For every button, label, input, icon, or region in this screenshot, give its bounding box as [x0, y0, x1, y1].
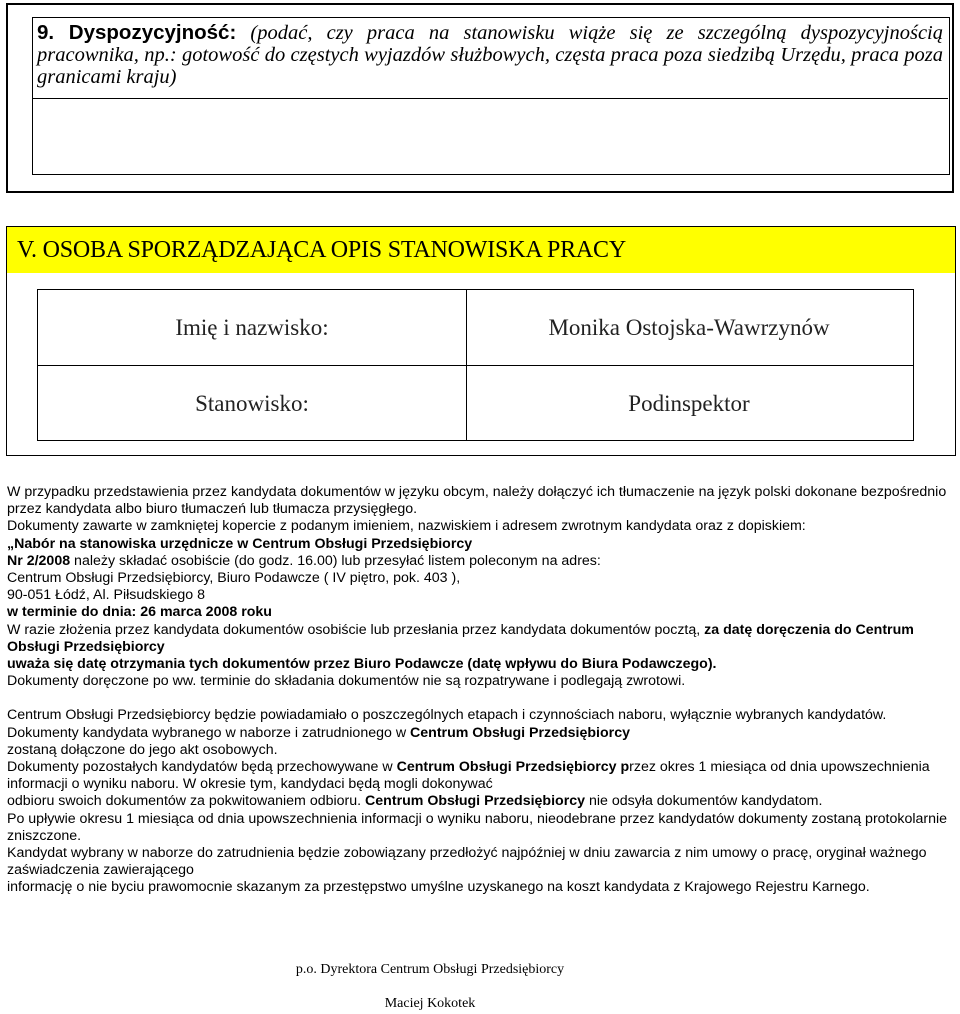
paragraph-annotation: „Nabór na stanowiska urzędnicze w Centrum Obsługi Przedsiębiorcy — [7, 535, 473, 552]
paragraph-delivery-date: W razie złożenia przez kandydata dokumentów osobiście lub przesłania przez kandydata dokumentów pocztą, za datę doręczenia do Centrum Obsługi Przedsiębiorcy — [7, 621, 914, 655]
paragraph-notification: Centrum Obsługi Przedsiębiorcy będzie powiadamiało o poszczególnych etapach i czynnościach naboru, wyłącznie wybranych kandydatów. — [7, 707, 887, 724]
position-value: Podinspektor — [628, 390, 750, 416]
paragraph-storage: Dokumenty pozostałych kandydatów będą przechowywane w Centrum Obsługi Przedsiębiorcy przez okres 1 miesiąca od dnia upowszechnienia informacji o wyniku naboru. W okresie tym, kandydaci będą mogli dokonywać — [7, 759, 930, 793]
section-9-description-italic: (podać, czy praca na stanowisku wiąże się ze szczególną dyspozycyjnością pracownika, np. — [37, 22, 943, 66]
paragraph-pickup: odbioru swoich dokumentów za pokwitowaniem odbioru. Centrum Obsługi Przedsiębiorcy nie odsyła dokumentów kandydatom. — [7, 793, 823, 810]
paragraph-personal-files: zostaną dołączone do jego akt osobowych. — [7, 741, 278, 758]
address-line-2: 90-051 Łódź, Al. Piłsudskiego 8 — [7, 587, 205, 604]
address-line-1: Centrum Obsługi Przedsiębiorcy, Biuro Podawcze ( IV piętro, pok. 403 ), — [7, 570, 461, 587]
paragraph-late-documents: Dokumenty doręczone po ww. terminie do składania dokumentów nie są rozpatrywane i podlegają zwrotowi. — [7, 673, 686, 690]
signature-title: p.o. Dyrektora Centrum Obsługi Przedsiębiorcy — [295, 962, 565, 977]
paragraph-receipt-date: uważa się datę otrzymania tych dokumentów przez Biuro Podawcze (datę wpływu do Biura Podawczego). — [7, 656, 717, 673]
section-9-heading — [37, 22, 943, 88]
paragraph-selected-candidate: Dokumenty kandydata wybranego w naborze i zatrudnionego w Centrum Obsługi Przedsiębiorcy — [7, 724, 630, 741]
section-v-box — [6, 226, 956, 456]
name-value: Monika Ostojska-Wawrzynów — [548, 314, 830, 340]
section-9-box — [6, 3, 954, 193]
author-name-row — [38, 290, 913, 365]
paragraph-destruction: Po upływie okresu 1 miesiąca od dnia upowszechnienia informacji o wyniku naboru, nieodebrane przez kandydatów dokumenty zostaną protokolarnie zniszczone. — [7, 810, 948, 844]
section-9-answer-field[interactable] — [33, 98, 948, 174]
name-label: Imię i nazwisko: — [38, 290, 467, 365]
author-table — [37, 289, 914, 441]
author-position-row — [38, 365, 913, 441]
recruitment-notice — [7, 484, 952, 897]
section-9-title: 9. Dyspozycyjność: — [37, 21, 237, 44]
paragraph-translation: W przypadku przedstawienia przez kandydata dokumentów w języku obcym, należy dołączyć ich tłumaczenie na język polski dokonane bezpośrednio przez kandydata albo biuro tłumaczeń lub tłumacza przysięgłego. — [7, 484, 947, 518]
paragraph-criminal-record: informację o nie byciu prawomocnie skazanym za przestępstwo umyślne uzyskanego na koszt kandydata z Krajowego Rejestru Karnego. — [7, 879, 870, 896]
deadline: w terminie do dnia: 26 marca 2008 roku — [7, 604, 272, 621]
section-9-table — [32, 17, 950, 175]
section-9-description-rest: : gotowość do częstych wyjazdów służbowych, częsta praca poza siedzibą Urzędu, praca poza granicami kraju) — [37, 44, 943, 88]
signature-name: Maciej Kokotek — [384, 996, 476, 1011]
paragraph-envelope: Dokumenty zawarte w zamkniętej kopercie z podanym imieniem, nazwiskiem i adresem zwrotnym kandydata oraz z dopiskiem: — [7, 518, 806, 535]
spacer — [7, 690, 952, 707]
section-v-header: V. OSOBA SPORZĄDZAJĄCA OPIS STANOWISKA PRACY — [7, 227, 955, 273]
paragraph-certificate: Kandydat wybrany w naborze do zatrudnienia będzie zobowiązany przedłożyć najpóźniej w dniu zawarcia z nim umowy o pracę, oryginał ważnego zaświadczenia zawierającego — [7, 845, 927, 879]
paragraph-submission: Nr 2/2008 należy składać osobiście (do godz. 16.00) lub przesyłać listem poleconym na adres: — [7, 552, 601, 569]
position-label: Stanowisko: — [38, 366, 467, 441]
